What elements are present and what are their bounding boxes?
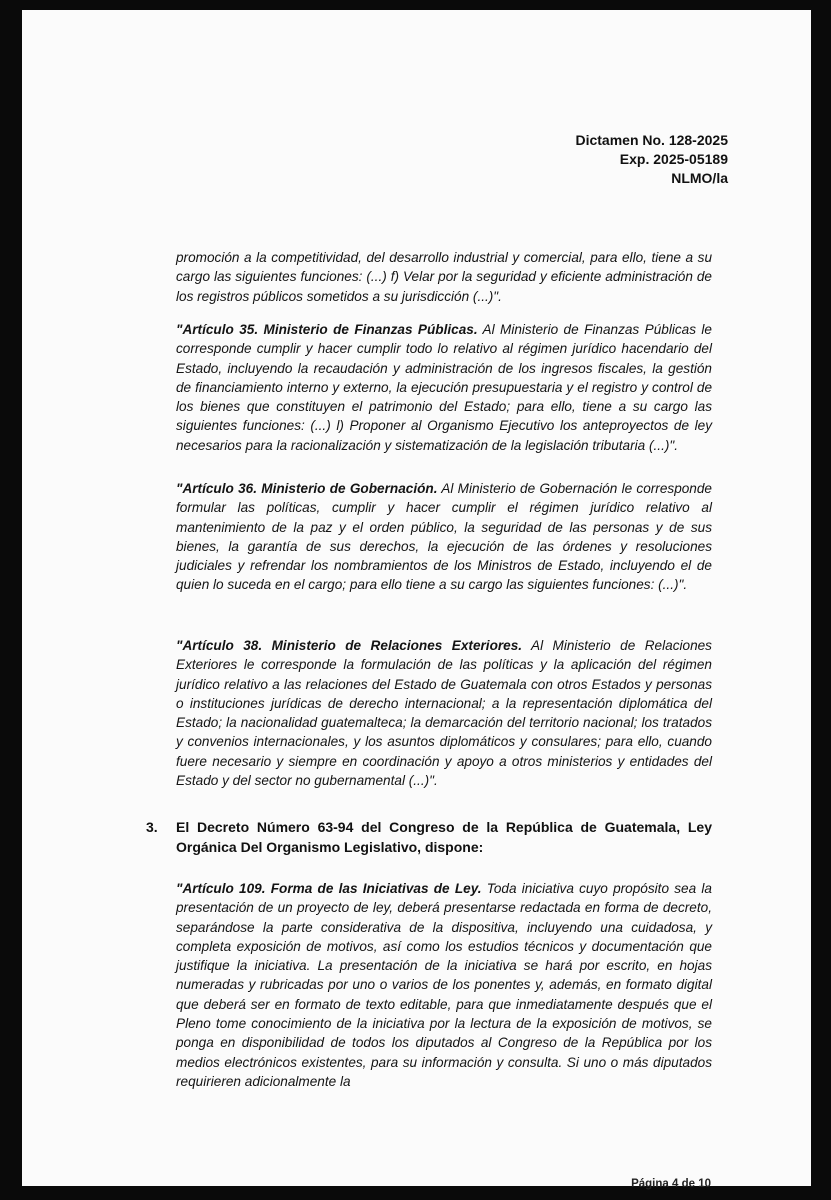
page-number: Página 4 de 10: [631, 1178, 711, 1190]
article-36-text: Al Ministerio de Gobernación le corresponde formular las políticas, cumplir y hacer cumplir el régimen jurídico relativo al mantenimiento de la paz y el orden público, la seguridad de las personas y de sus bienes, la garantía de sus derechos, la ejecución de las órdenes y resoluciones judiciales y refrendar los nombramientos de los Ministros de Estado, incluyendo el de quien lo suceda en el cargo; para ello tiene a su cargo las siguientes funciones: (...)".: [176, 481, 712, 593]
article-35-text: Al Ministerio de Finanzas Públicas le corresponde cumplir y hacer cumplir todo lo relativo al régimen jurídico hacendario del Estado, incluyendo la recaudación y administración de los ingresos fiscales, la gestión de financiamiento interno y externo, la ejecución presupuestaria y el registro y control de los bienes que constituyen el patrimonio del Estado; para ello, tiene a su cargo las siguientes funciones: (...) l) Proponer al Organismo Ejecutivo los anteproyectos de ley necesarios para la racionalización y sistematización de la legislación tributaria (...)".: [176, 322, 712, 453]
article-38-title: "Artículo 38. Ministerio de Relaciones Exteriores.: [176, 638, 523, 653]
paragraph-article-38: [176, 636, 712, 790]
item-number: 3.: [146, 819, 158, 835]
article-109-title: "Artículo 109. Forma de las Iniciativas de Ley.: [176, 881, 482, 896]
item-text: El Decreto Número 63-94 del Congreso de la República de Guatemala, Ley Orgánica Del Organismo Legislativo, dispone:: [176, 819, 712, 855]
frame-right: [811, 0, 831, 1200]
expediente-number: Exp. 2025-05189: [619, 151, 728, 167]
dictamen-number: Dictamen No. 128-2025: [575, 132, 728, 148]
article-36-title: "Artículo 36. Ministerio de Gobernación.: [176, 481, 438, 496]
frame-top: [0, 0, 831, 10]
paragraph-article-35: [176, 320, 712, 455]
article-109-text: Toda iniciativa cuyo propósito sea la presentación de un proyecto de ley, deberá presentarse redactada en forma de decreto, separándose la parte considerativa de la dispositiva, incluyendo una cuidadosa, y completa exposición de motivos, así como los estudios técnicos y documentación que justifique la iniciativa. La presentación de la iniciativa se hará por escrito, en hojas numeradas y rubricadas por uno o varios de los ponentes y, además, en formato digital que deberá ser en formato de texto editable, para que inmediatamente después que el Pleno tome conocimiento de la iniciativa por la lectura de la exposición de motivos, se ponga en disponibilidad de todos los diputados al Congreso de la República por los medios electrónicos existentes, para su información y consulta. Si uno o más diputados requirieren adicionalmente la: [176, 881, 712, 1089]
article-35-title: "Artículo 35. Ministerio de Finanzas Públicas.: [176, 322, 478, 337]
paragraph-article-109: [176, 879, 712, 1091]
article-38-text: Al Ministerio de Relaciones Exteriores le corresponde la formulación de las políticas y la aplicación del régimen jurídico relativo a las relaciones del Estado de Guatemala con otros Estados y personas o instituciones jurídicas de derecho internacional; a la representación diplomática del Estado; la nacionalidad guatemalteca; la demarcación del territorio nacional; los tratados y convenios internacionales, y los asuntos diplomáticos y consulares; para ello, cuando fuere necesario y siempre en coordinación y apoyo a otros ministerios y entidades del Estado y del sector no gubernamental (...)".: [176, 638, 712, 789]
frame-left: [0, 0, 22, 1200]
initials: NLMO/la: [671, 170, 728, 186]
paragraph-continuation: [176, 248, 712, 306]
paragraph-article-36: [176, 479, 712, 595]
paragraph-text: promoción a la competitividad, del desarrollo industrial y comercial, para ello, tiene a su cargo las siguientes funciones: (...) f) Velar por la seguridad y eficiente administración de los registros públicos sometidos a su jurisdicción (...)".: [176, 250, 712, 304]
document-header: [575, 131, 728, 188]
numbered-item-3: [146, 818, 712, 857]
